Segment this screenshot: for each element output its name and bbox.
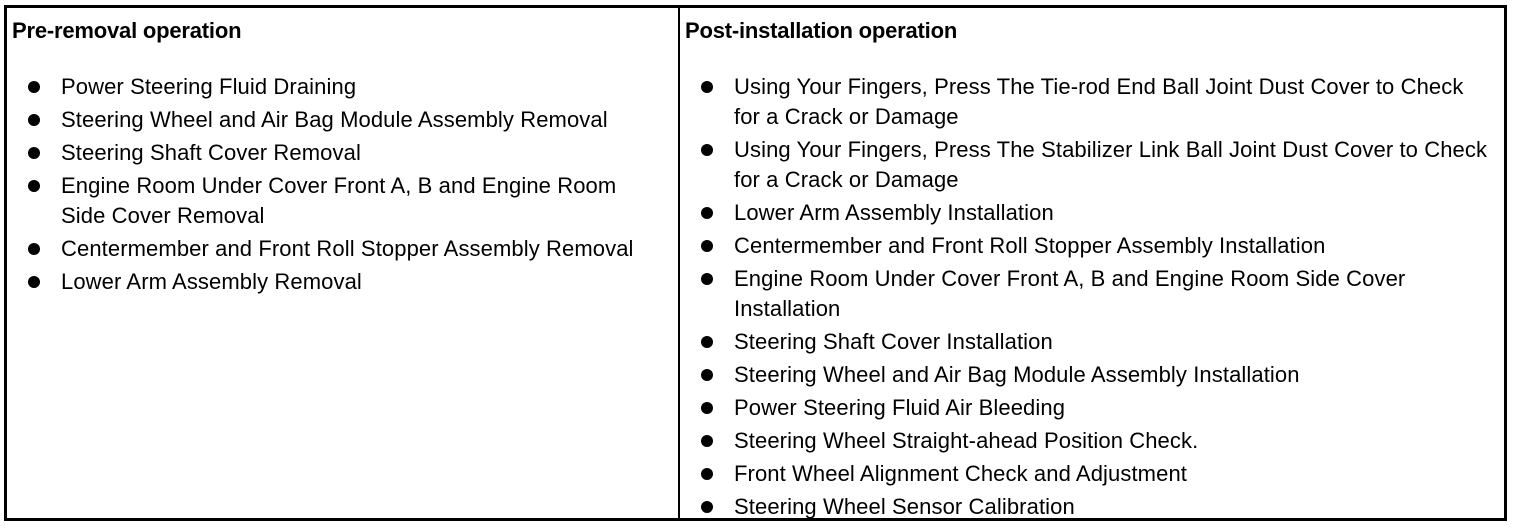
pre-removal-title: Pre-removal operation [12,18,242,43]
list-item [685,492,1504,522]
list-item [685,72,1504,132]
list-item-text: Engine Room Under Cover Front A, B and Engine Room Side Cover Removal [61,173,617,228]
list-item [685,264,1504,324]
list-item [12,138,678,168]
bullet-icon [28,147,40,159]
list-item-text: Steering Wheel Sensor Calibration [734,494,1075,519]
procedure-table [4,5,1507,521]
bullet-icon [701,501,713,513]
list-item [685,459,1504,489]
list-item [685,231,1504,261]
list-item-text: Steering Shaft Cover Removal [61,140,361,165]
list-item [12,171,678,231]
post-installation-title: Post-installation operation [685,18,958,43]
list-item [12,267,678,297]
list-item [12,234,678,264]
list-item-text: Using Your Fingers, Press The Tie-rod End Ball Joint Dust Cover to Check for a Crack or Damage [734,74,1464,129]
pre-removal-list [12,72,678,297]
list-item-text: Steering Wheel and Air Bag Module Assembly Installation [734,362,1300,387]
bullet-icon [701,336,713,348]
list-item [685,426,1504,456]
post-installation-column [680,8,1504,518]
list-item-text: Using Your Fingers, Press The Stabilizer Link Ball Joint Dust Cover to Check for a Crack or Damage [734,137,1488,192]
bullet-icon [28,81,40,93]
post-installation-list [685,72,1504,522]
bullet-icon [701,273,713,285]
list-item [685,135,1504,195]
bullet-icon [28,276,40,288]
list-item [685,393,1504,423]
bullet-icon [701,207,713,219]
list-item-text: Centermember and Front Roll Stopper Assembly Removal [61,236,634,261]
bullet-icon [28,243,40,255]
list-item [685,198,1504,228]
bullet-icon [701,240,713,252]
bullet-icon [701,144,713,156]
list-item-text: Power Steering Fluid Draining [61,74,357,99]
bullet-icon [701,81,713,93]
list-item-text: Power Steering Fluid Air Bleeding [734,395,1066,420]
bullet-icon [701,435,713,447]
list-item-text: Front Wheel Alignment Check and Adjustment [734,461,1187,486]
list-item [12,72,678,102]
bullet-icon [28,180,40,192]
list-item [685,327,1504,357]
bullet-icon [701,468,713,480]
bullet-icon [28,114,40,126]
list-item [685,360,1504,390]
list-item-text: Steering Wheel Straight-ahead Position Check. [734,428,1199,453]
list-item-text: Centermember and Front Roll Stopper Assembly Installation [734,233,1326,258]
list-item-text: Lower Arm Assembly Removal [61,269,362,294]
list-item-text: Steering Wheel and Air Bag Module Assembly Removal [61,107,608,132]
list-item [12,105,678,135]
list-item-text: Engine Room Under Cover Front A, B and Engine Room Side Cover Installation [734,266,1406,321]
list-item-text: Lower Arm Assembly Installation [734,200,1054,225]
bullet-icon [701,369,713,381]
list-item-text: Steering Shaft Cover Installation [734,329,1053,354]
pre-removal-column [7,8,680,518]
bullet-icon [701,402,713,414]
